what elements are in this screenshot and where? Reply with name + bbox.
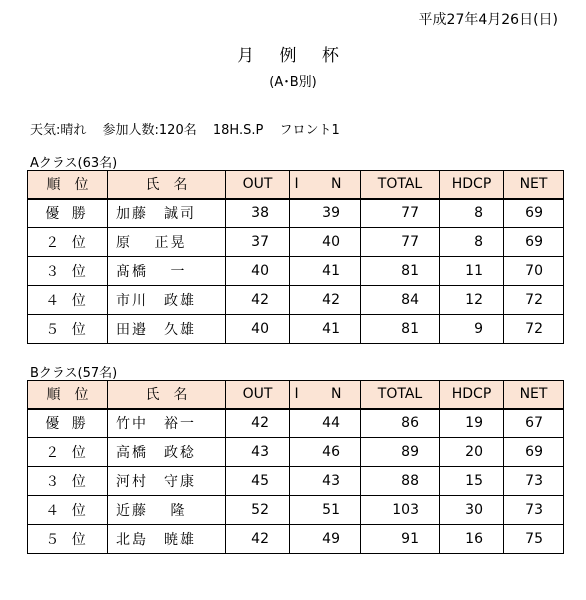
rank: ４ 位 [28,496,108,525]
total-score: 84 [361,286,440,315]
net-score: 67 [504,409,564,438]
page-subtitle: (A･B別) [269,75,317,90]
player-name: 田邉 久雄 [108,315,226,344]
out-score: 45 [226,467,290,496]
rank: ５ 位 [28,525,108,554]
participants: 参加人数:120名 [102,123,197,138]
col-out: OUT [226,381,290,409]
date: 平成27年4月26日(日) [418,12,558,28]
player-name: 原 正晃 [108,228,226,257]
in-score: 51 [290,496,361,525]
total-score: 88 [361,467,440,496]
hdcp: 19 [440,409,504,438]
table-row [28,438,564,467]
col-hdcp: HDCP [440,171,504,199]
total-score: 81 [361,257,440,286]
net-score: 73 [504,467,564,496]
in-score: 41 [290,315,361,344]
player-name: 竹中 裕一 [108,409,226,438]
table-row [28,409,564,438]
table-row [28,467,564,496]
rank: ２ 位 [28,228,108,257]
hdcp: 20 [440,438,504,467]
col-rank: 順 位 [28,171,108,199]
in-score: 39 [290,199,361,228]
col-out: OUT [226,171,290,199]
net-score: 69 [504,199,564,228]
in-score: 44 [290,409,361,438]
col-net: NET [504,171,564,199]
in-score: 49 [290,525,361,554]
table-row [28,228,564,257]
in-score: 40 [290,228,361,257]
total-score: 81 [361,315,440,344]
total-score: 91 [361,525,440,554]
in-score: 46 [290,438,361,467]
hdcp: 15 [440,467,504,496]
col-rank: 順 位 [28,381,108,409]
out-score: 43 [226,438,290,467]
net-score: 72 [504,315,564,344]
net-score: 75 [504,525,564,554]
rank: 優 勝 [28,409,108,438]
rank: ４ 位 [28,286,108,315]
out-score: 37 [226,228,290,257]
out-score: 42 [226,525,290,554]
class-b-table [27,380,564,554]
hdcp: 9 [440,315,504,344]
out-score: 40 [226,257,290,286]
rank: ３ 位 [28,467,108,496]
event-info [30,119,352,138]
out-score: 42 [226,409,290,438]
player-name: 高橋 政稔 [108,438,226,467]
out-score: 38 [226,199,290,228]
hdcp: 30 [440,496,504,525]
class-a-table [27,170,564,344]
hdcp: 12 [440,286,504,315]
table-row [28,286,564,315]
col-name: 氏 名 [108,381,226,409]
tee: フロント1 [279,123,340,138]
table-header [28,381,564,409]
col-total: TOTAL [361,381,440,409]
rank: ３ 位 [28,257,108,286]
table-row [28,525,564,554]
net-score: 69 [504,438,564,467]
class-b-label: Bクラス(57名) [30,366,118,381]
rank: 優 勝 [28,199,108,228]
course: 18H.S.P [212,123,264,138]
col-total: TOTAL [361,171,440,199]
total-score: 86 [361,409,440,438]
hdcp: 8 [440,228,504,257]
table-row [28,257,564,286]
player-name: 北島 暁雄 [108,525,226,554]
total-score: 77 [361,228,440,257]
net-score: 69 [504,228,564,257]
player-name: 市川 政雄 [108,286,226,315]
in-score: 42 [290,286,361,315]
col-name: 氏 名 [108,171,226,199]
out-score: 42 [226,286,290,315]
col-in: I N [290,171,361,199]
total-score: 103 [361,496,440,525]
class-a-label: Aクラス(63名) [30,156,118,171]
rank: ５ 位 [28,315,108,344]
hdcp: 8 [440,199,504,228]
col-hdcp: HDCP [440,381,504,409]
player-name: 近藤 隆 [108,496,226,525]
col-in: I N [290,381,361,409]
page-title: 月 例 杯 [237,46,349,66]
table-header [28,171,564,199]
net-score: 73 [504,496,564,525]
total-score: 89 [361,438,440,467]
out-score: 52 [226,496,290,525]
player-name: 加藤 誠司 [108,199,226,228]
hdcp: 11 [440,257,504,286]
weather: 天気:晴れ [30,123,87,138]
rank: ２ 位 [28,438,108,467]
table-row [28,199,564,228]
net-score: 72 [504,286,564,315]
player-name: 河村 守康 [108,467,226,496]
out-score: 40 [226,315,290,344]
player-name: 髙橋 一 [108,257,226,286]
in-score: 43 [290,467,361,496]
col-net: NET [504,381,564,409]
net-score: 70 [504,257,564,286]
table-row [28,315,564,344]
hdcp: 16 [440,525,504,554]
in-score: 41 [290,257,361,286]
table-row [28,496,564,525]
total-score: 77 [361,199,440,228]
